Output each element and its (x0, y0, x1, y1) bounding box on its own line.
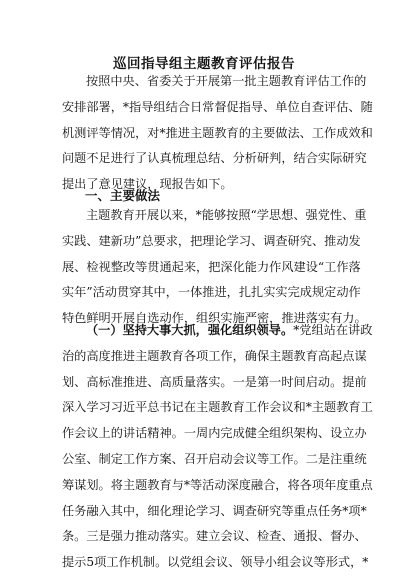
text-line: 机测评等情况，对*推进主题教育的主要做法、工作成效和 (62, 125, 373, 140)
text-line: 按照中央、省委关于开展第一批主题教育评估工作的 (86, 74, 367, 88)
text-line: 提示5项工作机制。以党组会议、领导小组会议等形式，* (62, 555, 369, 570)
text-line: 条。三是强力推动落实。建立会议、检查、通报、督办、 (62, 529, 367, 544)
text-line: 提出了意见建议，现报告如下。 (62, 177, 233, 192)
text-line: 实年”活动贯穿其中，一体推进，扎扎实实完成规定动作 (62, 285, 361, 300)
intro-paragraph (62, 69, 373, 198)
text-line: 作会议上的讲话精神。一周内完成健全组织架构、设立办 (62, 426, 367, 441)
text-line: 公室、制定工作方案、召开启动会议等工作。二是注重统 (62, 451, 367, 466)
text-line: 划、高标准推进、高质量落实。一是第一时间启动。提前 (62, 374, 367, 389)
section-heading: 一、主要做法 (85, 188, 161, 203)
text-line: 治的高度推进主题教育各项工作，确保主题教育高起点谋 (62, 348, 367, 363)
text-line: 任务融入其中，细化理论学习、调查研究等重点任务*项* (62, 503, 367, 518)
subsection1-paragraph (62, 318, 373, 576)
text-line: 特色鲜明开展自选动作，组织实施严密，推进落实有力。 (62, 311, 367, 326)
document-title: 巡回指导组主题教育评估报告 (113, 56, 295, 72)
text-line: 筹谋划。将主题教育与*等活动深度融合，将各项年度重点 (62, 477, 373, 492)
text-line: 展、检视整改等贯通起来，把深化能力作风建设“工作落 (62, 259, 361, 274)
text-line: 问题不足进行了认真梳理总结、分析研判，结合实际研究 (62, 151, 367, 166)
text-line: 主题教育开展以来，*能够按照“学思想、强党性、重 (86, 208, 367, 222)
text-line: 深入学习习近平总书记在主题教育工作会议和*主题教育工 (62, 400, 373, 415)
text-line: 安排部署，*指导组结合日常督促指导、单位自查评估、随 (62, 99, 373, 114)
text-line: 实践、建新功”总要求，把理论学习、调查研究、推动发 (62, 233, 361, 248)
text-line (62, 318, 373, 344)
subsection-heading: （一）坚持大事大抓，强化组织领导。 (86, 323, 294, 337)
section1-paragraph (62, 203, 367, 332)
subsection-text: *党组站在讲政 (293, 323, 373, 337)
